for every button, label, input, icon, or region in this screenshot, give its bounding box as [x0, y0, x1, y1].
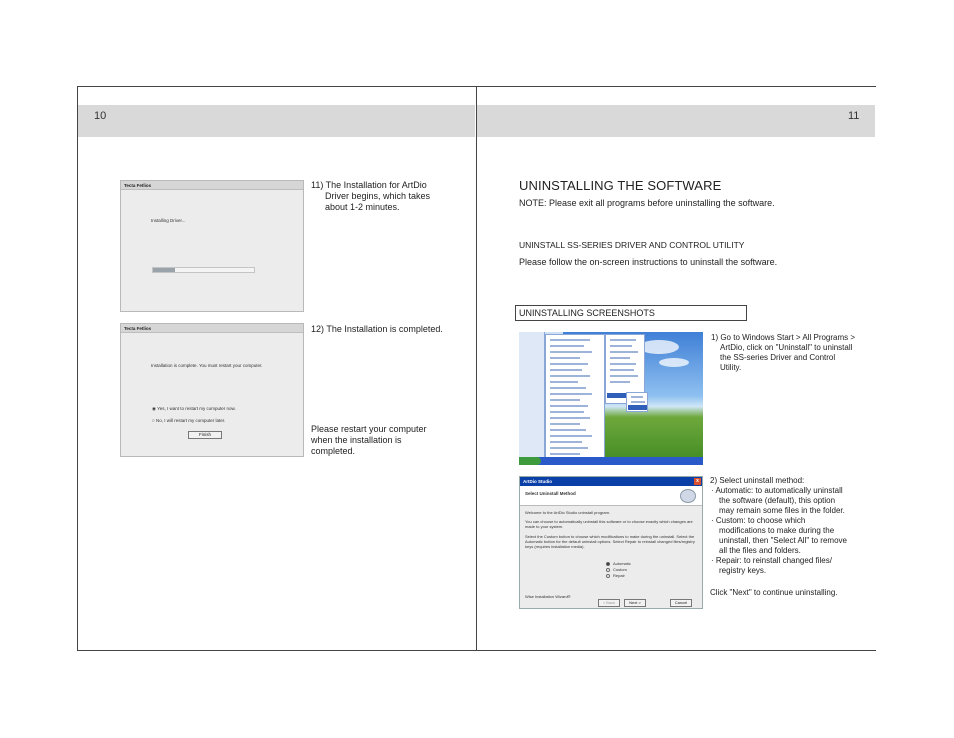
- step2-line: registry keys.: [719, 566, 767, 575]
- next-button: Next >: [624, 599, 646, 607]
- step2-line: · Automatic: to automatically uninstall: [711, 486, 843, 495]
- radio-repair-icon: [606, 574, 610, 578]
- start-menu-left-pane: [519, 332, 545, 457]
- step12-caption: 12) The Installation is completed.: [311, 324, 443, 334]
- step1-caption-line: 1) Go to Windows Start > All Programs >: [711, 333, 856, 342]
- menu-entry: [550, 441, 582, 443]
- cd-installer-icon: [680, 489, 696, 503]
- left-header-band: [78, 105, 475, 137]
- menu-entry: [610, 345, 632, 347]
- menu-entry: [550, 429, 586, 431]
- step1-caption-line: ArtDio, click on "Uninstall" to uninstall: [720, 343, 853, 352]
- complete-message-text: Installation is complete. You must restart your computer.: [151, 363, 263, 368]
- finish-button: Finish: [188, 431, 222, 439]
- uninstall-subheading: UNINSTALL SS-SERIES DRIVER AND CONTROL UTILITY: [519, 240, 745, 250]
- radio-automatic-icon: [606, 562, 610, 566]
- step1-caption: [711, 333, 855, 373]
- sky-cloud: [659, 358, 689, 367]
- wizard-header-title: Select Uninstall Method: [525, 491, 576, 496]
- menu-entry: [550, 405, 588, 407]
- menu-entry: [610, 363, 636, 365]
- step2-line: all the files and folders.: [719, 546, 801, 555]
- installing-driver-screenshot: [120, 180, 304, 312]
- radio-selected-icon: ◉: [152, 406, 156, 411]
- radio-automatic-label: Automatic: [613, 561, 631, 566]
- close-icon: x: [694, 478, 701, 485]
- install-progress-bar: [152, 267, 255, 273]
- wizard-para2: keys (requires installation media).: [525, 544, 585, 549]
- left-page-number: 10: [94, 110, 107, 122]
- step1-caption-line: Utility.: [720, 363, 742, 372]
- exit-programs-note: NOTE: Please exit all programs before uninstalling the software.: [519, 198, 775, 208]
- step11-caption-line: about 1-2 minutes.: [325, 202, 400, 212]
- install-complete-screenshot: [120, 323, 304, 457]
- menu-entry: [550, 417, 590, 419]
- menu-entry: [550, 387, 586, 389]
- menu-entry: [610, 357, 630, 359]
- menu-entry: [610, 339, 636, 341]
- wizard-welcome: Welcome to the ArtDio Studio uninstall program.: [525, 510, 611, 515]
- step2-line: · Repair: to reinstall changed files/: [711, 556, 832, 565]
- menu-entry: [610, 351, 638, 353]
- step11-caption-line: Driver begins, which takes: [325, 191, 431, 201]
- radio-unselected-icon: ○: [152, 418, 155, 423]
- step1-caption-line: the SS-series Driver and Control: [720, 353, 836, 362]
- section-title: UNINSTALLING THE SOFTWARE: [519, 178, 722, 193]
- menu-entry: [550, 453, 580, 455]
- menu-entry: [550, 435, 592, 437]
- menu-entry: [631, 401, 645, 403]
- radio-restart-now: [152, 406, 236, 412]
- screenshots-label-box: UNINSTALLING SCREENSHOTS: [515, 305, 747, 321]
- menu-entry: [550, 447, 588, 449]
- wizard-footer-brand: Wise Installation Wizard®: [525, 594, 571, 599]
- step11-caption: [311, 180, 430, 213]
- menu-entry: [610, 369, 634, 371]
- menu-entry: [550, 393, 592, 395]
- wizard-titlebar: [520, 477, 702, 486]
- sky-cloud: [639, 340, 679, 354]
- uninstall-submenu: [626, 392, 648, 412]
- radio-repair-label: Repair: [613, 573, 625, 578]
- all-programs-menu: [545, 334, 605, 465]
- menu-entry: [550, 381, 578, 383]
- restart-note-line: Please restart your computer: [311, 424, 427, 434]
- windows-start-menu-screenshot: [519, 332, 703, 465]
- wizard-para1: made to your system.: [525, 524, 564, 529]
- wizard-para1: You can choose to automatically uninstall this software or to choose exactly which changes are: [525, 519, 693, 524]
- click-next-note: Click "Next" to continue uninstalling.: [710, 588, 838, 597]
- uninstall-instruction: Please follow the on-screen instructions to uninstall the software.: [519, 257, 778, 267]
- installing-status-text: Installing Driver...: [151, 218, 186, 223]
- restart-note-line: when the installation is: [311, 435, 402, 445]
- step11-caption-line: 11) The Installation for ArtDio: [311, 180, 427, 190]
- menu-entry: [550, 357, 580, 359]
- highlighted-uninstall-entry: [628, 405, 647, 410]
- restart-note-line: completed.: [311, 446, 356, 456]
- menu-entry: [550, 399, 580, 401]
- step2-line: · Custom: to choose which: [711, 516, 806, 525]
- menu-entry: [550, 345, 584, 347]
- radio-restart-now-label: Yes, I want to restart my computer now.: [157, 406, 236, 411]
- wizard-title: ArtDio Studio: [523, 479, 552, 484]
- step2-line: uninstall, then "Select All" to remove: [719, 536, 847, 545]
- start-button-icon: [519, 457, 541, 465]
- step2-heading: 2) Select uninstall method:: [710, 476, 805, 485]
- cancel-button: Cancel: [670, 599, 692, 607]
- back-button: < Back: [598, 599, 620, 607]
- screenshot-titlebar: Tecta Fetlios: [121, 324, 303, 333]
- spine-divider: [476, 86, 477, 651]
- wizard-para2: Automatic button for the default uninstall options. Select Repair to reinstall changed files/registry: [525, 539, 695, 544]
- uninstall-wizard-screenshot: [519, 476, 703, 609]
- radio-restart-later-label: No, I will restart my computer later.: [155, 418, 226, 423]
- menu-entry: [550, 369, 582, 371]
- screenshot-titlebar: Tecta Fetlios: [121, 181, 303, 190]
- menu-entry: [610, 375, 638, 377]
- menu-entry: [550, 339, 590, 341]
- wizard-header: [520, 486, 702, 506]
- menu-entry: [550, 351, 592, 353]
- radio-custom-label: Custom: [613, 567, 627, 572]
- menu-entry: [550, 411, 584, 413]
- radio-custom-icon: [606, 568, 610, 572]
- right-header-band: [477, 105, 875, 137]
- restart-note: [311, 424, 427, 457]
- menu-entry: [610, 381, 630, 383]
- menu-entry: [550, 375, 590, 377]
- wizard-para2: Select the Custom button to choose which modifications to make during the uninstall. Select the: [525, 534, 695, 539]
- step2-line: modifications to make during the: [719, 526, 835, 535]
- menu-entry: [550, 423, 580, 425]
- install-progress-fill: [153, 268, 175, 272]
- windows-taskbar: [519, 457, 703, 465]
- right-page-number: 11: [848, 110, 860, 122]
- menu-entry: [631, 396, 643, 398]
- step2-line: may remain some files in the folder.: [719, 506, 845, 515]
- menu-entry: [550, 363, 588, 365]
- step2-line: the software (default), this option: [719, 496, 836, 505]
- step2-caption: [710, 476, 847, 576]
- radio-restart-later: [152, 418, 225, 423]
